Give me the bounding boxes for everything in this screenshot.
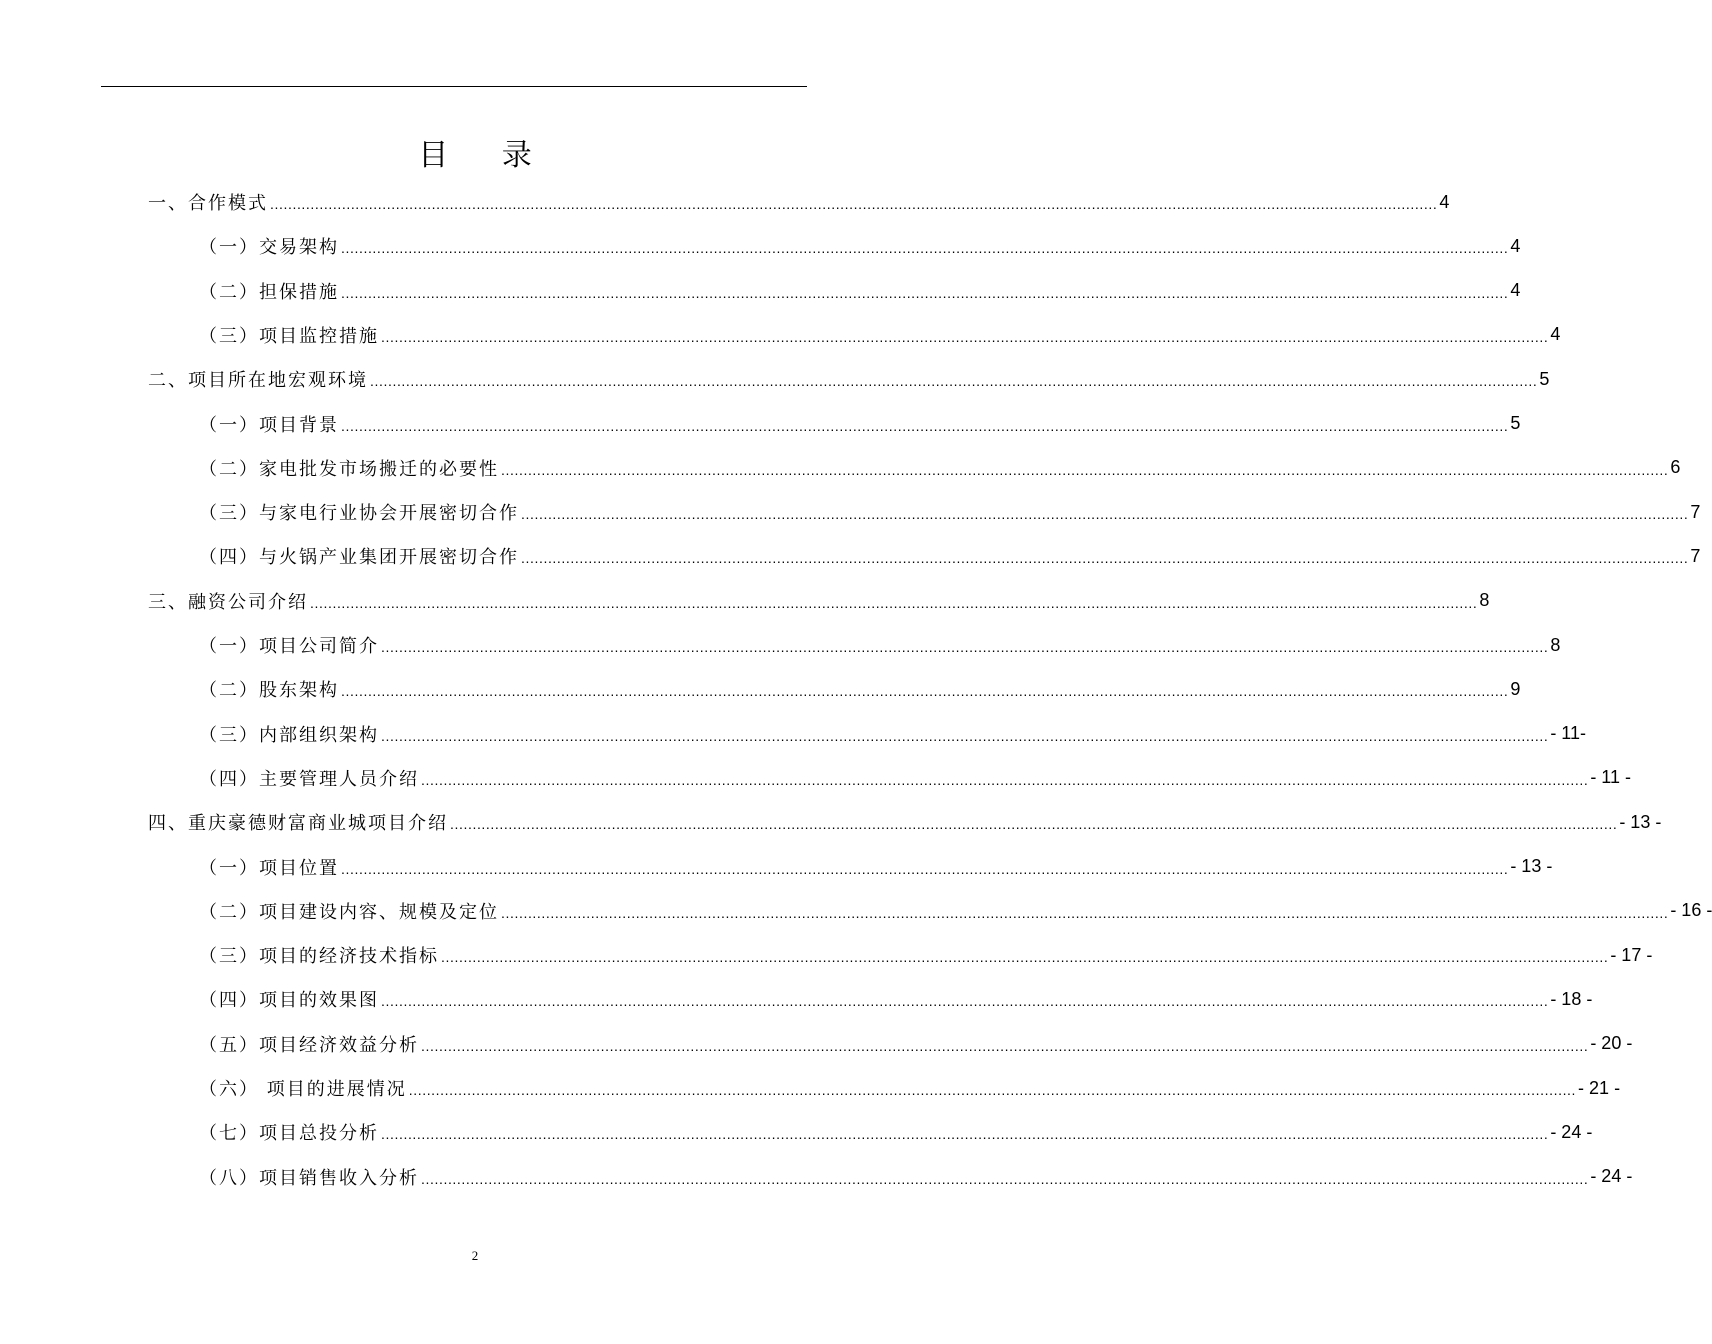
toc-entry-page: 5 (1510, 413, 1521, 433)
toc-entry-label: （七）项目总投分析 (199, 1123, 379, 1145)
toc-dot-leader: .................................................................................................................................................................................................................................................................... (341, 417, 1509, 434)
toc-chapter-entry[interactable] (148, 357, 1550, 401)
toc-entry-label: （八）项目销售收入分析 (199, 1167, 419, 1189)
toc-dot-leader: .................................................................................................................................................................................................................................................................... (441, 949, 1609, 966)
toc-title: 目 录 (418, 138, 554, 173)
toc-dot-leader: .................................................................................................................................................................................................................................................................... (270, 196, 1438, 212)
toc-entry-page: 8 (1550, 634, 1561, 655)
toc-entry-page: - 24 - (1550, 1121, 1593, 1142)
toc-entry-label: （一）项目背景 (199, 414, 339, 436)
toc-section-entry[interactable] (199, 269, 1521, 313)
toc-section-entry[interactable] (199, 534, 1701, 578)
toc-entry-label: （四）与火锅产业集团开展密切合作 (199, 547, 519, 569)
toc-dot-leader: .................................................................................................................................................................................................................................................................... (421, 1170, 1589, 1187)
toc-entry-page: 7 (1690, 545, 1701, 566)
toc-section-entry[interactable] (199, 1155, 1633, 1199)
toc-entry-page: - 11- (1550, 723, 1586, 744)
toc-entry-label: （三）项目的经济技术指标 (199, 946, 439, 968)
toc-entry-label: （五）项目经济效益分析 (199, 1034, 419, 1056)
page-number: 2 (471, 1248, 479, 1263)
toc-entry-page: 4 (1439, 191, 1450, 212)
toc-section-entry[interactable] (199, 446, 1681, 490)
toc-entry-label: （一）交易架构 (199, 237, 339, 259)
toc-entry-label: （二）股东架构 (199, 680, 339, 702)
toc-dot-leader: .................................................................................................................................................................................................................................................................... (341, 860, 1509, 877)
toc-section-entry[interactable] (199, 977, 1593, 1021)
toc-section-entry[interactable] (199, 933, 1653, 977)
toc-chapter-entry[interactable] (148, 800, 1662, 844)
toc-entry-label: （二）家电批发市场搬迁的必要性 (199, 458, 499, 480)
toc-section-entry[interactable] (199, 712, 1586, 756)
toc-dot-leader: .................................................................................................................................................................................................................................................................... (381, 639, 1549, 655)
toc-section-entry[interactable] (199, 1066, 1621, 1110)
toc-chapter-entry[interactable] (148, 180, 1450, 224)
toc-entry-label: （六） 项目的进展情况 (199, 1079, 407, 1100)
toc-section-entry[interactable] (199, 623, 1561, 667)
toc-entry-page: 9 (1510, 678, 1521, 699)
toc-entry-page: 4 (1550, 324, 1561, 345)
toc-dot-leader: .................................................................................................................................................................................................................................................................... (501, 461, 1669, 478)
toc-entry-label: 三、融资公司介绍 (148, 591, 308, 613)
toc-entry-label: （二）项目建设内容、规模及定位 (199, 901, 499, 923)
toc-entry-page: 4 (1510, 235, 1521, 256)
toc-entry-page: - 24 - (1590, 1166, 1633, 1187)
toc-section-entry[interactable] (199, 402, 1521, 446)
toc-entry-page: 7 (1690, 501, 1701, 522)
toc-section-entry[interactable] (199, 845, 1553, 889)
toc-entry-page: 4 (1510, 280, 1521, 301)
toc-dot-leader: .................................................................................................................................................................................................................................................................... (370, 373, 1538, 390)
toc-entry-label: 二、项目所在地宏观环境 (148, 370, 368, 392)
toc-entry-label: （一）项目位置 (199, 857, 339, 879)
toc-entry-page: 6 (1670, 457, 1681, 478)
toc-dot-leader: .................................................................................................................................................................................................................................................................... (521, 550, 1689, 567)
toc-dot-leader: .................................................................................................................................................................................................................................................................... (341, 240, 1509, 257)
toc-entry-label: （三）内部组织架构 (199, 724, 379, 746)
toc-entry-page: - 17 - (1610, 944, 1653, 965)
toc-entry-page: - 16 - (1670, 900, 1712, 921)
toc-dot-leader: .................................................................................................................................................................................................................................................................... (521, 506, 1689, 523)
toc-dot-leader: .................................................................................................................................................................................................................................................................... (421, 1037, 1589, 1054)
toc-section-entry[interactable] (199, 1110, 1593, 1154)
toc-entry-page: 5 (1539, 368, 1550, 389)
toc-dot-leader: .................................................................................................................................................................................................................................................................... (408, 1082, 1577, 1098)
toc-dot-leader: .................................................................................................................................................................................................................................................................... (450, 816, 1618, 833)
toc-section-entry[interactable] (199, 224, 1521, 268)
toc-entry-label: （一）项目公司简介 (199, 636, 379, 657)
toc-dot-leader: .................................................................................................................................................................................................................................................................... (381, 328, 1549, 345)
toc-entry-page: - 20 - (1590, 1033, 1633, 1054)
toc-dot-leader: .................................................................................................................................................................................................................................................................... (501, 904, 1669, 921)
toc-entry-label: （三）项目监控措施 (199, 325, 379, 347)
toc-entry-page: 8 (1479, 590, 1490, 611)
toc-dot-leader: .................................................................................................................................................................................................................................................................... (421, 771, 1589, 788)
toc-section-entry[interactable] (199, 490, 1701, 534)
toc-entry-label: （四）主要管理人员介绍 (199, 768, 419, 790)
toc-section-entry[interactable] (199, 1022, 1633, 1066)
toc-dot-leader: .................................................................................................................................................................................................................................................................... (381, 993, 1549, 1010)
toc-section-entry[interactable] (199, 667, 1521, 711)
toc-dot-leader: .................................................................................................................................................................................................................................................................... (381, 727, 1549, 744)
toc-entry-label: 四、重庆豪德财富商业城项目介绍 (148, 813, 448, 835)
toc-dot-leader: .................................................................................................................................................................................................................................................................... (310, 594, 1478, 611)
toc-entry-page: - 18 - (1550, 988, 1593, 1009)
toc-entry-label: （四）项目的效果图 (199, 990, 379, 1012)
toc-dot-leader: .................................................................................................................................................................................................................................................................... (341, 683, 1509, 700)
toc-section-entry[interactable] (199, 756, 1631, 800)
toc-dot-leader: .................................................................................................................................................................................................................................................................... (381, 1126, 1549, 1143)
toc-entry-page: - 11 - (1590, 767, 1631, 788)
header-rule (101, 86, 807, 87)
toc-section-entry[interactable] (199, 313, 1561, 357)
toc-entry-page: - 13 - (1619, 811, 1662, 832)
toc-entry-page: - 21 - (1578, 1077, 1621, 1098)
toc-chapter-entry[interactable] (148, 579, 1490, 623)
toc-entry-label: （二）担保措施 (199, 281, 339, 303)
toc-entry-page: - 13 - (1510, 856, 1553, 876)
toc-dot-leader: .................................................................................................................................................................................................................................................................... (341, 284, 1509, 301)
toc-entry-label: 一、合作模式 (148, 193, 268, 214)
toc-entry-label: （三）与家电行业协会开展密切合作 (199, 503, 519, 525)
toc-section-entry[interactable] (199, 889, 1712, 933)
